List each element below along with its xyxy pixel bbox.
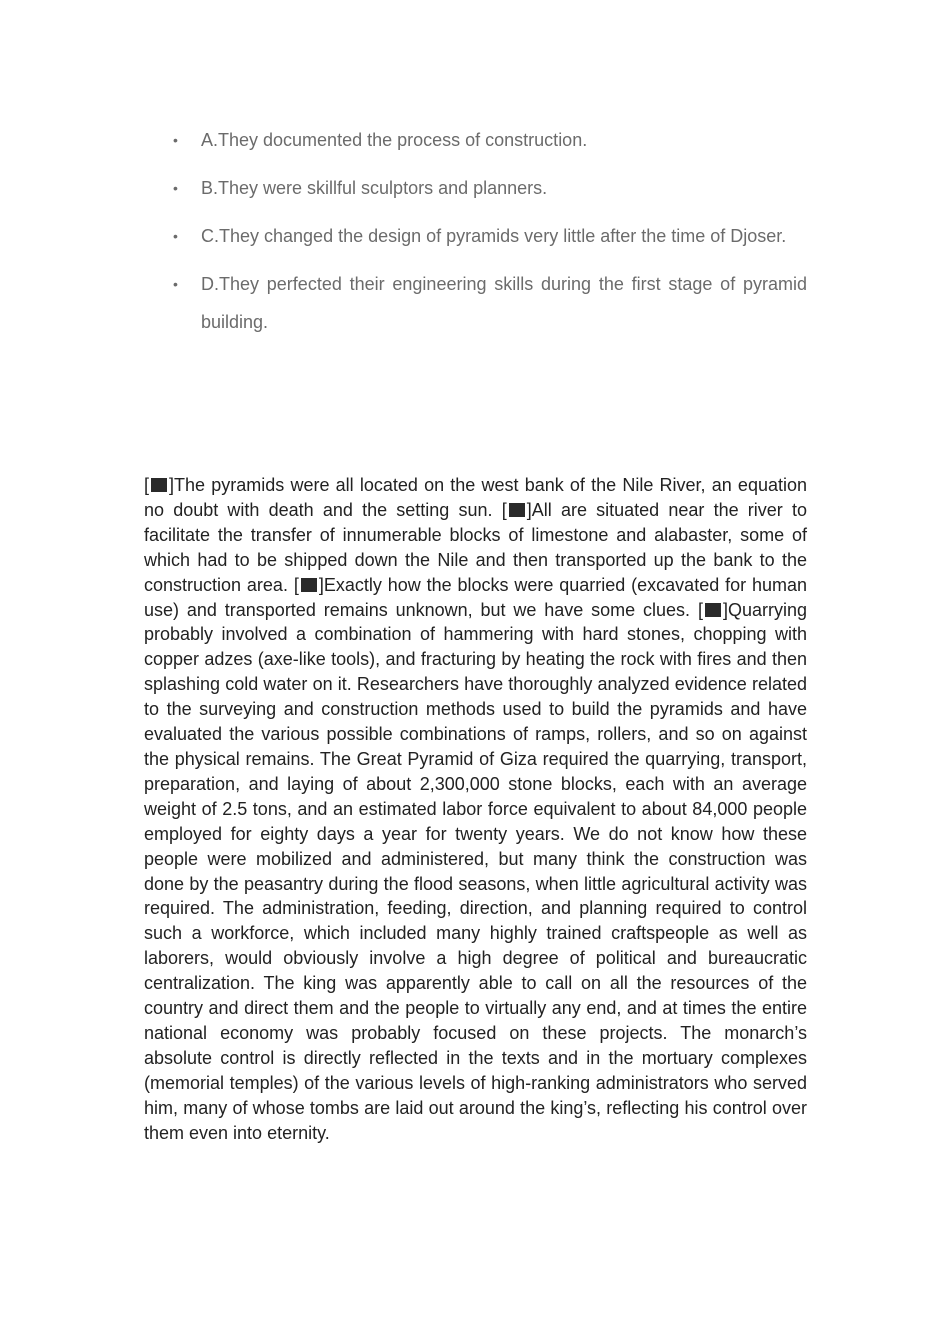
answer-option-text: B.They were skillful sculptors and planners.	[201, 178, 548, 198]
black-square-icon	[151, 478, 167, 492]
answer-option-b[interactable]	[144, 169, 807, 207]
insertion-point-3[interactable]	[294, 575, 324, 595]
passage-segment-2: All are situated near the river to facilitate the transfer of innumerable blocks of limestone and alabaster, some of which had to be shipped down the Nile and then transported up the bank to the construction area.	[144, 499, 807, 595]
bullet-icon: •	[173, 276, 178, 292]
bracket-close: ]	[526, 499, 532, 520]
answer-option-a[interactable]	[144, 121, 807, 159]
answer-option-text: A.They documented the process of construction.	[201, 130, 588, 150]
bullet-icon: •	[173, 228, 178, 244]
bracket-open: [	[144, 475, 150, 495]
insertion-point-1[interactable]	[144, 475, 174, 495]
insertion-point-4[interactable]	[698, 600, 728, 620]
answer-option-d[interactable]	[144, 265, 807, 341]
passage-segment-3: Exactly how the blocks were quarried (excavated for human use) and transported remains unknown, but we have some clues.	[144, 574, 807, 620]
bracket-open: [	[697, 599, 703, 620]
bracket-close: ]	[318, 574, 324, 595]
black-square-icon	[509, 503, 525, 517]
answer-option-text: C.They changed the design of pyramids very little after the time of Djoser.	[201, 226, 787, 246]
bracket-open: [	[501, 499, 507, 520]
bracket-close: ]	[722, 599, 728, 620]
black-square-icon	[705, 603, 721, 617]
insertion-point-2[interactable]	[502, 500, 532, 520]
passage-segment-1: The pyramids were all located on the west bank of the Nile River, an equation no doubt with death and the setting sun.	[144, 475, 807, 520]
bullet-icon: •	[173, 180, 178, 196]
passage-segment-4: Quarrying probably involved a combination of hammering with hard stones, chopping with copper adzes (axe-like tools), and fracturing by heating the rock with fires and then splashing cold water on it. Researchers have thoroughly analyzed evidence related to the surveying and construction methods used to build the pyramids and have evaluated the various possible combinations of ramps, rollers, and so on against the physical remains. The Great Pyramid of Giza required the quarrying, transport, preparation, and laying of about 2,300,000 stone blocks, each with an average weight of 2.5 tons, and an estimated labor force equivalent to about 84,000 people employed for eighty days a year for twenty years. We do not know how these people were mobilized and administered, but many think the construction was done by the peasantry during the flood seasons, when little agricultural activity was required. The administration, feeding, direction, and planning required to control such a workforce, which included many highly trained craftspeople as well as laborers, would obviously involve a high degree of political and bureaucratic centralization. The king was apparently able to call on all the resources of the country and direct them and the people to virtually any end, and at times the entire national economy was probably focused on these projects. The monarch’s absolute control is directly reflected in the texts and in the mortuary complexes (memorial temples) of the various levels of high-ranking administrators who served him, many of whose tombs are laid out around the king’s, reflecting his control over them even into eternity.	[144, 599, 807, 1143]
answer-options-list	[144, 121, 807, 351]
answer-option-text: D.They perfected their engineering skills during the first stage of pyramid building.	[201, 274, 807, 332]
bracket-open: [	[293, 574, 299, 595]
bracket-close: ]	[169, 475, 175, 495]
reading-passage	[144, 473, 807, 1145]
black-square-icon	[301, 578, 317, 592]
bullet-icon: •	[173, 132, 178, 148]
answer-option-c[interactable]	[144, 217, 807, 255]
